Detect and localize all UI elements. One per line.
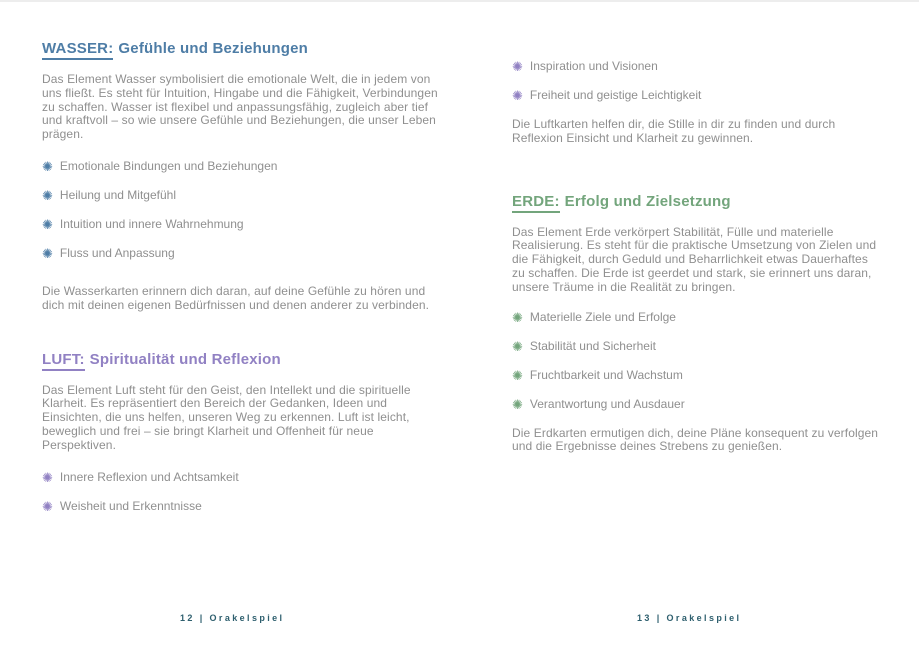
bullet-list-wasser [42,158,438,261]
bullet-label: Inspiration und Visionen [529,59,658,73]
bullet-label: Heilung und Mitgefühl [59,187,176,202]
list-item [42,469,438,485]
paragraph-erde-intro: Das Element Erde verkörpert Stabilität, Fülle und materielle Realisierung. Es steht für die praktische Umsetzung von Zielen und die Fähigkeit, durch Geduld und Beharrlichkeit etwas Dauerhaftes zu schaffen. Die Erde ist geerdet und stark, sie erinnert uns daran, unsere Träume in die Realität zu bringen. [512,224,877,294]
bullet-label: Verantwortung und Ausdauer [529,396,685,411]
page-left [42,40,438,514]
paragraph-erde-outro: Die Erdkarten ermutigen dich, deine Pläne konsequent zu verfolgen und die Ergebnisse deines Strebens zu genießen. [512,425,879,454]
bullet-list-erde [512,309,880,412]
bullet-list-luft [42,469,438,514]
starburst-icon: ✺ [42,498,53,514]
starburst-icon: ✺ [512,88,523,103]
list-item [512,58,880,74]
list-item [42,187,438,203]
heading-label: WASSER: [42,40,113,60]
section-heading-erde [512,193,880,211]
section-heading-luft [42,351,438,369]
bullet-label: Materielle Ziele und Erfolge [529,309,676,324]
starburst-icon: ✺ [512,59,523,74]
bullet-label: Emotionale Bindungen und Beziehungen [59,158,278,173]
heading-label: LUFT: [42,351,85,371]
starburst-icon: ✺ [42,158,53,174]
list-item [512,338,880,354]
section-luft [42,351,438,514]
bullet-label: Weisheit und Erkenntnisse [59,498,202,513]
heading-title: Spiritualität und Reflexion [89,350,281,368]
bullet-label: Freiheit und geistige Leichtigkeit [529,88,702,102]
list-item [42,498,438,514]
paragraph-luft-outro: Die Luftkarten helfen dir, die Stille in dir zu finden und durch Reflexion Einsicht und Klarheit zu gewinnen. [512,117,836,145]
list-item [42,216,438,232]
list-item [512,87,880,103]
list-item [512,309,880,325]
paragraph-wasser-intro: Das Element Wasser symbolisiert die emotionale Welt, die in jedem von uns fließt. Es steht für Intuition, Hingabe und die Fähigkeit, Verbindungen zu schaffen. Wasser ist flexibel und anpassungsfähig, zugleich aber tief und kraftvoll – so wie unsere Gefühle und Beziehungen, die unser Leben prägen. [42,72,438,142]
heading-title: Gefühle und Beziehungen [118,40,309,57]
bullet-label: Fluss und Anpassung [59,245,175,260]
section-erde [512,193,880,455]
page-footer-left: 12 | Orakelspiel [180,613,285,623]
starburst-icon: ✺ [42,187,53,203]
starburst-icon: ✺ [512,338,523,354]
list-item [512,367,880,383]
starburst-icon: ✺ [512,396,523,412]
list-item [512,396,880,412]
section-heading-wasser [42,40,438,58]
bullet-label: Innere Reflexion und Achtsamkeit [59,469,239,484]
heading-title: Erfolg und Zielsetzung [564,192,731,210]
page-footer-right: 13 | Orakelspiel [637,613,742,623]
starburst-icon: ✺ [42,216,53,232]
section-luft-continued [512,58,880,146]
paragraph-luft-intro: Das Element Luft steht für den Geist, den Intellekt und die spirituelle Klarheit. Es repräsentiert den Bereich der Gedanken, Ideen und Einsichten, die uns helfen, unseren Weg zu erkennen. Luft ist leicht, beweglich und frei – sie bringt Klarheit und Offenheit für neue Perspektiven. [42,382,411,452]
paragraph-wasser-outro: Die Wasserkarten erinnern dich daran, auf deine Gefühle zu hören und dich mit deinen eigenen Bedürfnissen und denen anderer zu verbinden. [42,283,430,312]
starburst-icon: ✺ [512,367,523,383]
list-item [42,158,438,174]
page-right [512,58,880,454]
bullet-list-luft-continued [512,58,880,103]
heading-label: ERDE: [512,193,560,213]
bullet-label: Fruchtbarkeit und Wachstum [529,367,683,382]
starburst-icon: ✺ [42,469,53,485]
starburst-icon: ✺ [42,245,53,261]
section-wasser [42,40,438,313]
bullet-label: Stabilität und Sicherheit [529,338,656,353]
list-item [42,245,438,261]
bullet-label: Intuition und innere Wahrnehmung [59,216,244,231]
starburst-icon: ✺ [512,309,523,325]
